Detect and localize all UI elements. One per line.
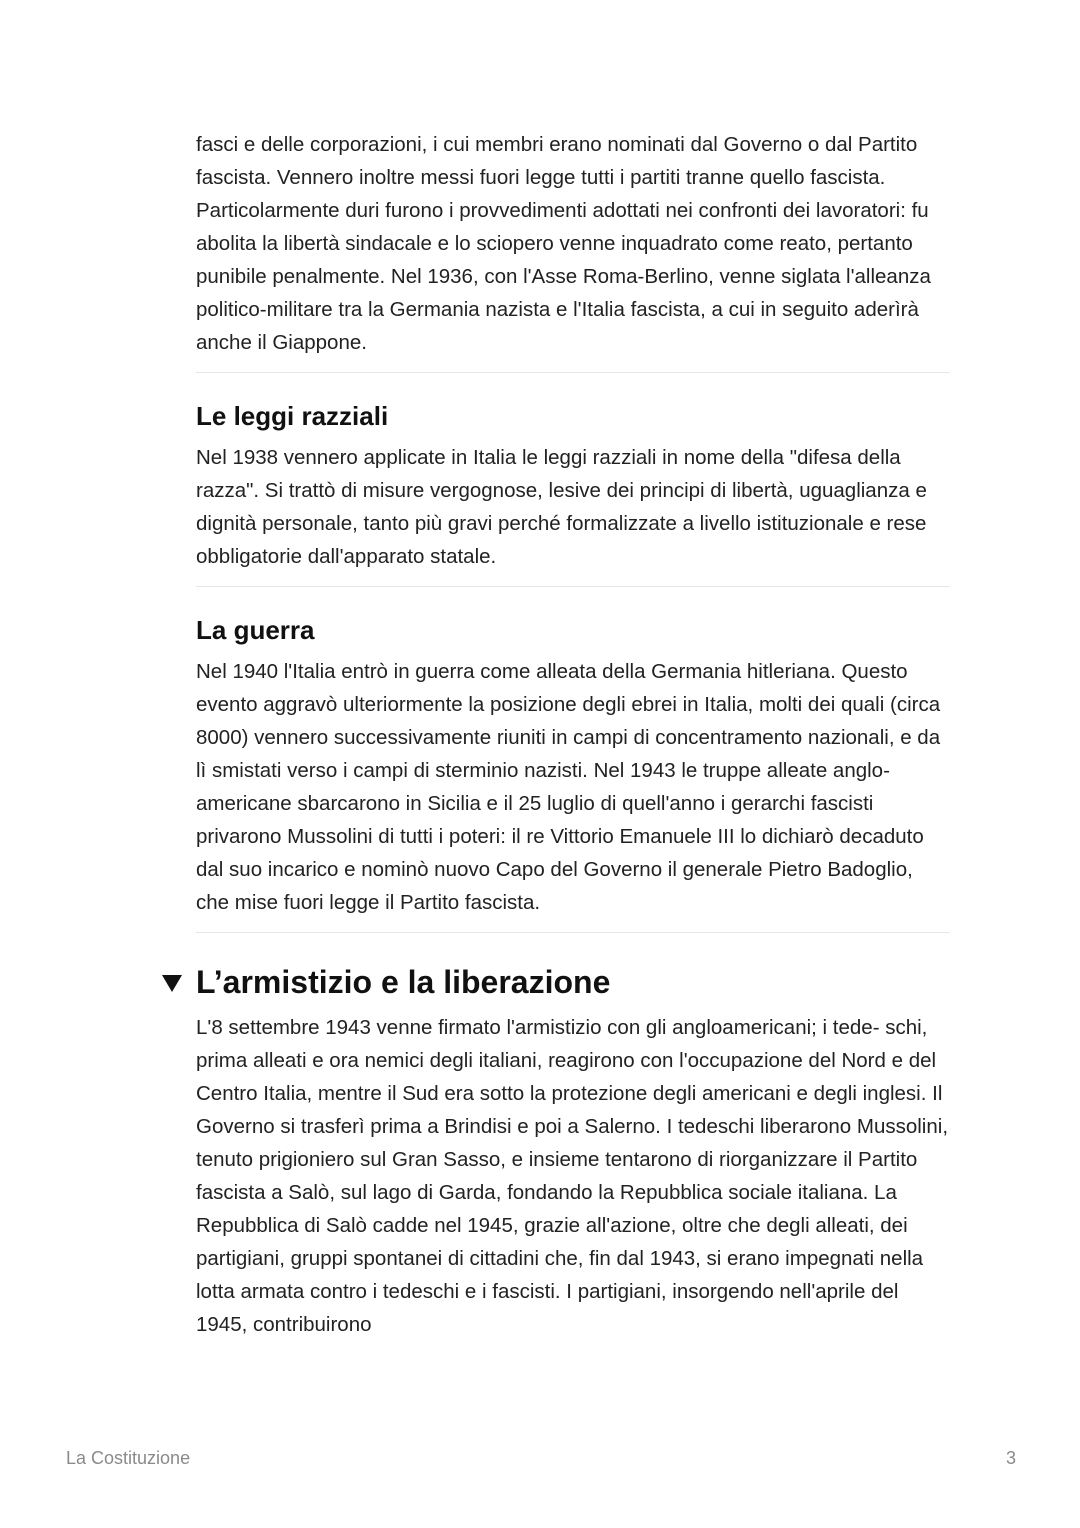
leggi-razziali-paragraph: Nel 1938 vennero applicate in Italia le leggi razziali in nome della "difesa della razza". Si trattò di misure vergognose, lesive dei principi di libertà, uguaglianza e dignità personale, tanto più gravi perché formalizzate a livello istituzionale e rese obbligatorie dall'apparato statale. — [196, 446, 927, 568]
section-divider — [196, 372, 950, 373]
heading-leggi-razziali: Le leggi razziali — [196, 401, 389, 431]
footer-title: La Costituzione — [66, 1448, 191, 1468]
heading-guerra: La guerra — [196, 615, 315, 645]
guerra-paragraph: Nel 1940 l'Italia entrò in guerra come alleata della Germania hitleriana. Questo evento aggravò ulteriormente la posizione degli ebrei in Italia, molti dei quali (circa 8000) vennero successivamente riuniti in campi di concentramento nazionali, e da lì smistati verso i campi di sterminio nazisti. Nel 1943 le truppe alleate anglo-americane sbarcarono in Sicilia e il 25 luglio di quell'anno i gerarchi fascisti privarono Mussolini di tutti i poteri: il re Vittorio Emanuele III lo dichiarò decaduto dal suo incarico e nominò nuovo Capo del Governo il generale Pietro Badoglio, che mise fuori legge il Partito fascista. — [196, 660, 941, 914]
intro-paragraph: fasci e delle corporazioni, i cui membri erano nominati dal Governo o dal Partito fascista. Vennero inoltre messi fuori legge tutti i partiti tranne quello fascista. Particolarmente duri furono i provvedimenti adottati nei confronti dei lavoratori: fu abolita la libertà sindacale e lo sciopero venne inquadrato come reato, pertanto punibile penalmente. Nel 1936, con l'Asse Roma-Berlino, venne siglata l'alleanza politico-militare tra la Germania nazista e l'Italia fascista, a cui in seguito aderìrà anche il Giappone. — [196, 133, 931, 354]
heading-armistizio: L’armistizio e la liberazione — [196, 964, 611, 1000]
armistizio-paragraph: L'8 settembre 1943 venne firmato l'armistizio con gli angloamericani; i tede- schi, prima alleati e ora nemici degli italiani, reagirono con l'occupazione del Nord e del Centro Italia, mentre il Sud era sotto la protezione degli americani e degli inglesi. Il Governo si trasferì prima a Brindisi e poi a Salerno. I tedeschi liberarono Mussolini, tenuto prigioniero sul Gran Sasso, e insieme tentarono di riorganizzare il Partito fascista a Salò, sul lago di Garda, fondando la Repubblica sociale italiana. La Repubblica di Salò cadde nel 1945, grazie all'azione, oltre che degli alleati, dei partigiani, gruppi spontanei di cittadini che, fin dal 1943, si erano impegnati nella lotta armata contro i tedeschi e i fascisti. I partigiani, insorgendo nell'aprile del 1945, contribuirono — [196, 1016, 949, 1336]
triangle-down-icon[interactable] — [162, 975, 182, 992]
section-divider — [196, 932, 950, 933]
section-divider — [196, 586, 950, 587]
page-number: 3 — [1005, 1448, 1016, 1468]
armistizio-toggle-heading[interactable] — [162, 962, 952, 1002]
armistizio-content — [196, 1011, 950, 1341]
main-content — [196, 128, 950, 933]
